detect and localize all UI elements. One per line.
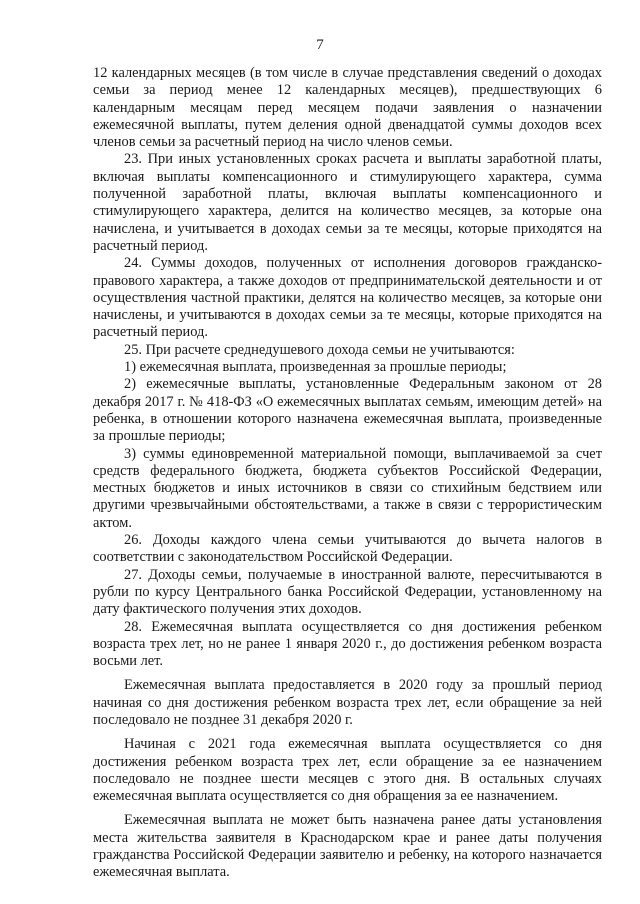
paragraph-26: 26. Доходы каждого члена семьи учитываются до вычета налогов в соответствии с законодательством Российской Федерации. xyxy=(93,532,602,566)
paragraph-25-item-1: 1) ежемесячная выплата, произведенная за прошлые периоды; xyxy=(124,359,507,376)
page-number: 7 xyxy=(316,37,324,53)
paragraph-25: 25. При расчете среднедушевого дохода семьи не учитываются: xyxy=(124,341,515,358)
paragraph-24: 24. Суммы доходов, полученных от исполнения договоров гражданско-правового характера, а также доходов от предпринимательской деятельности и от осуществления частной практики, делятся на количество месяцев, за которые они начислены, и учитываются в доходах семьи за те месяцы, которые приходятся на расчетный период. xyxy=(93,255,602,341)
paragraph-28-part-2: Ежемесячная выплата предоставляется в 2020 году за прошлый период начиная со дня достижения ребенком возраста трех лет, если обращение за ней последовало не позднее 31 декабря 2020 г. xyxy=(93,677,602,728)
paragraph-28: 28. Ежемесячная выплата осуществляется со дня достижения ребенком возраста трех лет, но не ранее 1 января 2020 г., до достижения ребенком возраста восьми лет. xyxy=(93,618,602,670)
paragraph-25-item-3: 3) суммы единовременной материальной помощи, выплачиваемой за счет средств федерального бюджета, бюджета субъектов Российской Федерации, местных бюджетов и иных источников в связи со стихийным бедствием или другими чрезвычайными обстоятельствами, а также в связи с террористическим актом. xyxy=(93,445,602,531)
paragraph-23: 23. При иных установленных сроках расчета и выплаты заработной платы, включая выплаты компенсационного и стимулирующего характера, сумма полученной заработной платы, включая выплаты компенсационного и стимулирующего характера, делится на количество месяцев, за которые она начислена, и учитывается в доходах семьи за те месяцы, которые приходятся на расчетный период. xyxy=(93,151,602,254)
document-body xyxy=(93,65,602,882)
paragraph-28-part-3: Начиная с 2021 года ежемесячная выплата осуществляется со дня достижения ребенком возраста трех лет, если обращение за ее назначением последовало не позднее шести месяцев с этого дня. В остальных случаях ежемесячная выплата осуществляется со дня обращения за ее назначением. xyxy=(93,736,602,805)
paragraph-27: 27. Доходы семьи, получаемые в иностранной валюте, пересчитываются в рубли по курсу Центрального банка Российской Федерации, установленному на дату фактического получения этих доходов. xyxy=(93,566,602,618)
paragraph-28-part-4: Ежемесячная выплата не может быть назначена ранее даты установления места жительства заявителя в Краснодарском крае и ранее даты получения гражданства Российской Федерации заявителю и ребенку, на которого назначается ежемесячная выплата. xyxy=(93,812,602,881)
paragraph-continuation: 12 календарных месяцев (в том числе в случае представления сведений о доходах семьи за период менее 12 календарных месяцев), предшествующих 6 календарным месяцам перед месяцем подачи заявления о назначении ежемесячной выплаты, путем деления одной двенадцатой суммы доходов всех членов семьи за расчетный период на число членов семьи. xyxy=(93,65,602,151)
paragraph-25-item-2: 2) ежемесячные выплаты, установленные Федеральным законом от 28 декабря 2017 г. № 418-ФЗ «О ежемесячных выплатах семьям, имеющим детей» на ребенка, в отношении которого назначена ежемесячная выплата, произведенные за прошлые периоды; xyxy=(93,376,602,445)
